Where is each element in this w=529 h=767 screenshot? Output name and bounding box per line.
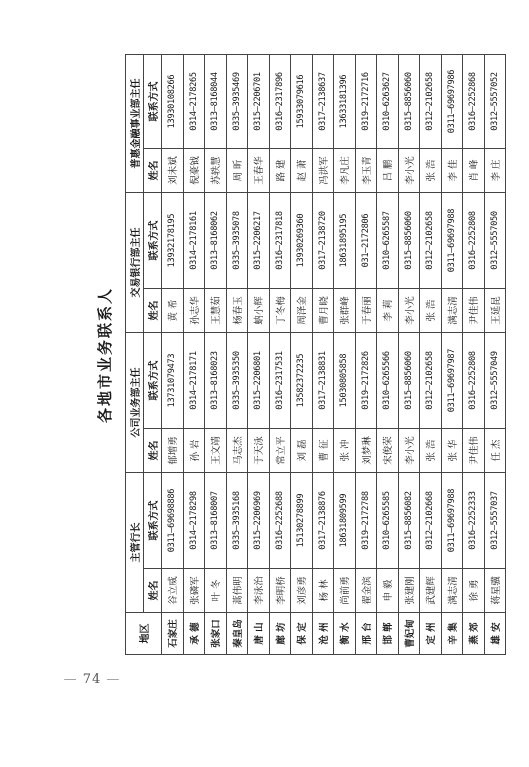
region-cell: 保 定 bbox=[291, 613, 313, 655]
contact-phone-cell: 15933079616 bbox=[291, 55, 313, 149]
contact-phone-cell: 0312—5557037 bbox=[484, 473, 506, 569]
table-row bbox=[291, 55, 313, 655]
contact-phone-cell: 0315—2206217 bbox=[248, 193, 270, 289]
contact-name-cell: 张建刚 bbox=[398, 569, 420, 613]
group-header-inclusive-finance: 普惠金融事业部主任 bbox=[126, 55, 144, 193]
contact-name-cell: 王春华 bbox=[248, 149, 270, 193]
region-cell: 沧 州 bbox=[312, 613, 334, 655]
contact-name-cell: 张群峰 bbox=[334, 289, 356, 333]
contact-phone-cell: 0312—2102658 bbox=[420, 333, 442, 429]
table-row bbox=[377, 55, 399, 655]
contact-phone-cell: 0312—2102658 bbox=[420, 55, 442, 149]
contact-phone-cell: 0312—2102658 bbox=[420, 193, 442, 289]
contact-header: 联系方式 bbox=[144, 55, 162, 149]
contact-phone-cell: 0317—2138876 bbox=[312, 473, 334, 569]
contact-phone-cell: 13633181396 bbox=[334, 55, 356, 149]
contact-name-cell: 张 华 bbox=[441, 429, 463, 473]
contact-phone-cell: 0310—6265585 bbox=[377, 473, 399, 569]
contact-name-cell: 孙志华 bbox=[183, 289, 205, 333]
contact-phone-cell: 0315—8856082 bbox=[398, 473, 420, 569]
contact-phone-cell: 0315—8856060 bbox=[398, 333, 420, 429]
contact-name-cell: 丁冬梅 bbox=[269, 289, 291, 333]
contact-name-cell: 任 杰 bbox=[484, 429, 506, 473]
contact-phone-cell: 0315—8856060 bbox=[398, 55, 420, 149]
contact-name-cell: 李小光 bbox=[398, 149, 420, 193]
contact-phone-cell: 0316—2252688 bbox=[269, 473, 291, 569]
contact-phone-cell: 0319—2172788 bbox=[355, 473, 377, 569]
contact-phone-cell: 0314—2178265 bbox=[183, 55, 205, 149]
contact-name-cell: 李明桥 bbox=[269, 569, 291, 613]
region-cell: 辛 集 bbox=[441, 613, 463, 655]
region-cell: 燕 郊 bbox=[463, 613, 485, 655]
contact-phone-cell: 13930108266 bbox=[162, 55, 184, 149]
region-cell: 雄 安 bbox=[484, 613, 506, 655]
contact-phone-cell: 0312—5557050 bbox=[484, 193, 506, 289]
contact-phone-cell: 0312—5557052 bbox=[484, 55, 506, 149]
contact-name-cell: 曹月晓 bbox=[312, 289, 334, 333]
contact-name-cell: 尚前勇 bbox=[334, 569, 356, 613]
contact-phone-cell: 0319—2172716 bbox=[355, 55, 377, 149]
document-title: 各地市业务联系人 bbox=[96, 287, 114, 424]
contact-name-cell: 刘彦勇 bbox=[291, 569, 313, 613]
region-cell: 邢 台 bbox=[355, 613, 377, 655]
contact-phone-cell: 18631895195 bbox=[334, 193, 356, 289]
contact-name-cell: 李凡庄 bbox=[334, 149, 356, 193]
contact-phone-cell: 0317—2138831 bbox=[312, 333, 334, 429]
contact-phone-cell: 15130278899 bbox=[291, 473, 313, 569]
contact-phone-cell: 0316—2317531 bbox=[269, 333, 291, 429]
contact-name-cell: 于春丽 bbox=[355, 289, 377, 333]
table-row bbox=[484, 55, 506, 655]
contact-name-cell: 申 毅 bbox=[377, 569, 399, 613]
contact-phone-cell: 13930269360 bbox=[291, 193, 313, 289]
contact-phone-cell: 0310—6263627 bbox=[377, 55, 399, 149]
contact-phone-cell: 0316—2252808 bbox=[463, 193, 485, 289]
page-number bbox=[62, 672, 122, 687]
table-row bbox=[312, 55, 334, 655]
contact-name-cell: 张 浩 bbox=[420, 289, 442, 333]
contact-phone-cell: 0315—2206969 bbox=[248, 473, 270, 569]
contact-phone-cell: 0313—8168007 bbox=[205, 473, 227, 569]
page-number-dash-right: — bbox=[106, 672, 121, 687]
table-row bbox=[269, 55, 291, 655]
name-header: 姓名 bbox=[144, 569, 162, 613]
contact-phone-cell: 0311—69697988 bbox=[441, 473, 463, 569]
region-cell: 唐 山 bbox=[248, 613, 270, 655]
contact-phone-cell: 13731079473 bbox=[162, 333, 184, 429]
contact-name-cell: 满志清 bbox=[441, 569, 463, 613]
contact-name-cell: 冯洪军 bbox=[312, 149, 334, 193]
contact-phone-cell: 0316—2252808 bbox=[463, 333, 485, 429]
contact-name-cell: 吕 鹏 bbox=[377, 149, 399, 193]
contact-name-cell: 李 莉 bbox=[377, 289, 399, 333]
contact-name-cell: 王慧茹 bbox=[205, 289, 227, 333]
contact-name-cell: 宋俊荣 bbox=[377, 429, 399, 473]
table-row bbox=[355, 55, 377, 655]
contact-phone-cell: 0313—8168044 bbox=[205, 55, 227, 149]
contact-phone-cell: 0313—8168023 bbox=[205, 333, 227, 429]
contact-name-cell: 倪豪钺 bbox=[183, 149, 205, 193]
contact-header: 联系方式 bbox=[144, 333, 162, 429]
contact-phone-cell: 0317—2138720 bbox=[312, 193, 334, 289]
contact-name-cell: 叶 冬 bbox=[205, 569, 227, 613]
contact-name-cell: 徐 勇 bbox=[463, 569, 485, 613]
contact-phone-cell: 0312—2102668 bbox=[420, 473, 442, 569]
contact-phone-cell: 0314—2178298 bbox=[183, 473, 205, 569]
contact-phone-cell: 031—2172806 bbox=[355, 193, 377, 289]
contact-name-cell: 蒿伟明 bbox=[226, 569, 248, 613]
contact-name-cell: 刘 磊 bbox=[291, 429, 313, 473]
table-row bbox=[398, 55, 420, 655]
region-cell: 秦皇岛 bbox=[226, 613, 248, 655]
contact-phone-cell: 0311—69697986 bbox=[441, 55, 463, 149]
region-cell: 衡 水 bbox=[334, 613, 356, 655]
contact-name-cell: 马志杰 bbox=[226, 429, 248, 473]
region-cell: 定 州 bbox=[420, 613, 442, 655]
contact-name-cell: 刘梦琳 bbox=[355, 429, 377, 473]
contact-name-cell: 李玉青 bbox=[355, 149, 377, 193]
contact-name-cell: 武建辉 bbox=[420, 569, 442, 613]
contact-name-cell: 曹 征 bbox=[312, 429, 334, 473]
contact-name-cell: 张 浩 bbox=[420, 149, 442, 193]
table-row bbox=[420, 55, 442, 655]
contact-name-cell: 周泽金 bbox=[291, 289, 313, 333]
region-cell: 承 德 bbox=[183, 613, 205, 655]
contact-name-cell: 路 建 bbox=[269, 149, 291, 193]
contact-phone-cell: 0335—3935350 bbox=[226, 333, 248, 429]
contact-phone-cell: 0310—6265566 bbox=[377, 333, 399, 429]
contact-header: 联系方式 bbox=[144, 193, 162, 289]
contact-name-cell: 肖 峰 bbox=[463, 149, 485, 193]
contact-phone-cell: 0335—3935469 bbox=[226, 55, 248, 149]
contact-name-cell: 周 昕 bbox=[226, 149, 248, 193]
contact-phone-cell: 0316—2317896 bbox=[269, 55, 291, 149]
contact-name-cell: 翟金滨 bbox=[355, 569, 377, 613]
contact-name-cell: 赵 萧 bbox=[291, 149, 313, 193]
contact-phone-cell: 0310—6265587 bbox=[377, 193, 399, 289]
region-header: 地区 bbox=[126, 613, 162, 655]
contact-phone-cell: 13582372235 bbox=[291, 333, 313, 429]
contact-name-cell: 孙 岩 bbox=[183, 429, 205, 473]
contact-phone-cell: 0314—2178161 bbox=[183, 193, 205, 289]
contact-name-cell: 张 冲 bbox=[334, 429, 356, 473]
region-cell: 张家口 bbox=[205, 613, 227, 655]
contact-name-cell: 李 佳 bbox=[441, 149, 463, 193]
page-number-value: 74 bbox=[82, 672, 102, 687]
contact-name-cell: 蒋星骥 bbox=[484, 569, 506, 613]
contact-name-cell: 李泳治 bbox=[248, 569, 270, 613]
contact-name-cell: 刘未斌 bbox=[162, 149, 184, 193]
contact-phone-cell: 0312—5557049 bbox=[484, 333, 506, 429]
contact-name-cell: 黄 希 bbox=[162, 289, 184, 333]
contact-phone-cell: 0314—2178171 bbox=[183, 333, 205, 429]
contact-name-cell: 杨春玉 bbox=[226, 289, 248, 333]
contact-name-cell: 尹佳伟 bbox=[463, 429, 485, 473]
group-header-transaction-banking: 交易银行部主任 bbox=[126, 193, 144, 333]
contact-name-cell: 张磷军 bbox=[183, 569, 205, 613]
contact-name-cell: 李 庄 bbox=[484, 149, 506, 193]
contact-name-cell: 蚋小辉 bbox=[248, 289, 270, 333]
contact-phone-cell: 18631809599 bbox=[334, 473, 356, 569]
contact-name-cell: 于天泳 bbox=[248, 429, 270, 473]
sub-header-row bbox=[144, 55, 162, 655]
region-cell: 曹妃甸 bbox=[398, 613, 420, 655]
contact-phone-cell: 0317—2138637 bbox=[312, 55, 334, 149]
table-row bbox=[183, 55, 205, 655]
contact-name-cell: 郁增勇 bbox=[162, 429, 184, 473]
table-row bbox=[334, 55, 356, 655]
contact-name-cell: 李小光 bbox=[398, 289, 420, 333]
page-number-dash-left: — bbox=[63, 672, 78, 687]
contact-header: 联系方式 bbox=[144, 473, 162, 569]
group-header-corporate: 公司业务部主任 bbox=[126, 333, 144, 473]
contact-phone-cell: 0311—69698886 bbox=[162, 473, 184, 569]
region-cell: 邯 郸 bbox=[377, 613, 399, 655]
contacts-table-body bbox=[162, 55, 506, 655]
contact-phone-cell: 0316—2252333 bbox=[463, 473, 485, 569]
contact-name-cell: 王延昆 bbox=[484, 289, 506, 333]
contact-name-cell: 苏轶慧 bbox=[205, 149, 227, 193]
table-row bbox=[205, 55, 227, 655]
contact-phone-cell: 0315—2206701 bbox=[248, 55, 270, 149]
contact-phone-cell: 0311—69697988 bbox=[441, 193, 463, 289]
contact-phone-cell: 13932178195 bbox=[162, 193, 184, 289]
rotated-page-content bbox=[93, 55, 502, 655]
table-row bbox=[463, 55, 485, 655]
table-row bbox=[248, 55, 270, 655]
group-header-row bbox=[126, 55, 144, 655]
contact-name-cell: 谷立威 bbox=[162, 569, 184, 613]
contact-name-cell: 尹佳伟 bbox=[463, 289, 485, 333]
contact-phone-cell: 0335—3935078 bbox=[226, 193, 248, 289]
contact-phone-cell: 0315—2206801 bbox=[248, 333, 270, 429]
table-row bbox=[162, 55, 184, 655]
name-header: 姓名 bbox=[144, 149, 162, 193]
contacts-table bbox=[125, 54, 506, 655]
region-cell: 廊 坊 bbox=[269, 613, 291, 655]
contact-phone-cell: 0313—8168062 bbox=[205, 193, 227, 289]
contact-phone-cell: 0311—69697987 bbox=[441, 333, 463, 429]
contact-name-cell: 王文靖 bbox=[205, 429, 227, 473]
name-header: 姓名 bbox=[144, 289, 162, 333]
contact-name-cell: 李小光 bbox=[398, 429, 420, 473]
contact-phone-cell: 0335—3935168 bbox=[226, 473, 248, 569]
contact-phone-cell: 0316—2252868 bbox=[463, 55, 485, 149]
contact-phone-cell: 0315—8856060 bbox=[398, 193, 420, 289]
name-header: 姓名 bbox=[144, 429, 162, 473]
contact-name-cell: 常立平 bbox=[269, 429, 291, 473]
contact-name-cell: 杨 林 bbox=[312, 569, 334, 613]
contact-phone-cell: 15030805858 bbox=[334, 333, 356, 429]
contact-phone-cell: 0319—2172826 bbox=[355, 333, 377, 429]
table-row bbox=[441, 55, 463, 655]
contact-name-cell: 张 浩 bbox=[420, 429, 442, 473]
group-header-governor: 主管行长 bbox=[126, 473, 144, 613]
region-cell: 石家庄 bbox=[162, 613, 184, 655]
table-row bbox=[226, 55, 248, 655]
contact-phone-cell: 0316—2317818 bbox=[269, 193, 291, 289]
contact-name-cell: 满志清 bbox=[441, 289, 463, 333]
